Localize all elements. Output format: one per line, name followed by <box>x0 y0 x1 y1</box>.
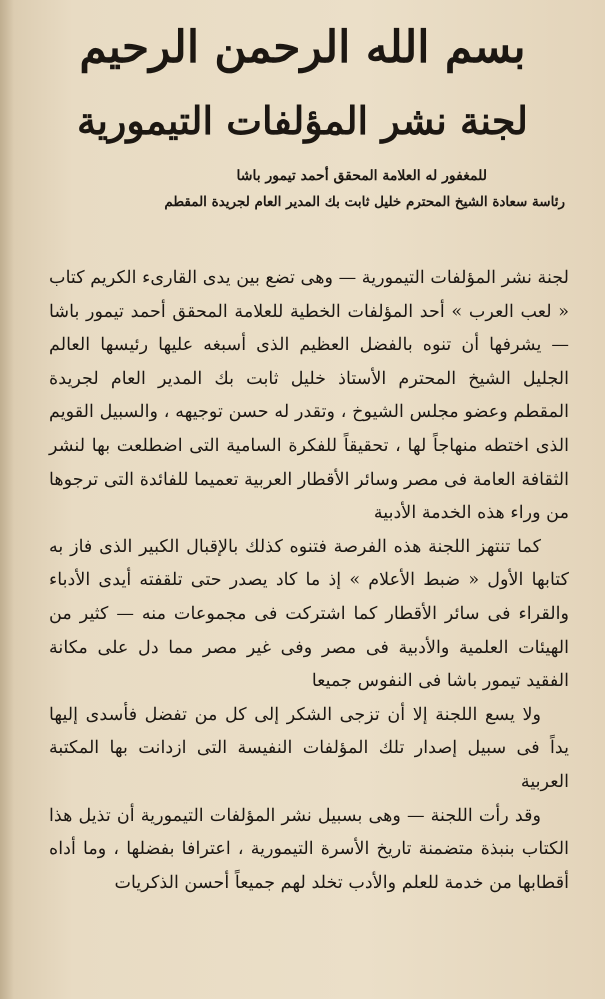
subtitle-presidency: رئاسة سعادة الشيخ المحترم خليل ثابت بك المدير العام لجريدة المقطم <box>164 194 565 210</box>
basmala-calligraphy: بسم الله الرحمن الرحيم <box>79 22 526 73</box>
paragraph-3: ولا يسع اللجنة إلا أن تزجى الشكر إلى كل من تفضل فأسدى إليها يداً فى سبيل إصدار تلك المؤلفات النفيسة التى ازدانت بها المكتبة العربية <box>49 704 569 792</box>
paragraph-2: كما تنتهز اللجنة هذه الفرصة فتنوه كذلك بالإقبال الكبير الذى فاز به كتابها الأول « ضبط الأعلام » إذ ما كاد يصدر حتى تلقفته أيدى الأدباء والقراء فى سائر الأقطار كما اشتركت فى مجموعات منه — كثير من الهيئات العلمية والأدبية فى مصر وفى غير مصر مما دل على مكانة الفقيد تيمور باشا فى النفوس جميعا <box>49 536 569 692</box>
committee-title: لجنة نشر المؤلفات التيمورية <box>77 98 528 143</box>
page-gutter-shadow <box>0 0 14 999</box>
paragraph-4: وقد رأت اللجنة — وهى بسبيل نشر المؤلفات التيمورية أن تذيل هذا الكتاب بنبذة متضمنة تاريخ الأسرة التيمورية ، اعترافا بفضلها ، وما أداه أقطابها من خدمة للعلم والأدب تخلد لهم جميعاً أحسن الذكريات <box>49 805 569 893</box>
paragraph-1: لجنة نشر المؤلفات التيمورية — وهى تضع بين يدى القارىء الكريم كتاب « لعب العرب » أحد المؤلفات الخطية للعلامة المحقق أحمد تيمور باشا — يشرفها أن تنوه بالفضل العظيم الذى أسبغه عليها رئيسها العالم الجليل الشيخ المحترم الأستاذ خليل ثابت بك المدير العام لجريدة المقطم وعضو مجلس الشيوخ ، وتقدر له حسن توجيهه ، والسبيل القويم الذى اختطه منهاجاً لها ، تحقيقاً للفكرة السامية التى اضطلعت بها لنشر الثقافة العامة فى مصر وسائر الأقطار العربية تعميما للفائدة التى ترجوها من وراء هذه الخدمة الأدبية <box>49 268 569 524</box>
subtitle-dedication: للمغفور له العلامة المحقق أحمد تيمور باشا <box>236 168 487 184</box>
body-text <box>49 262 569 900</box>
